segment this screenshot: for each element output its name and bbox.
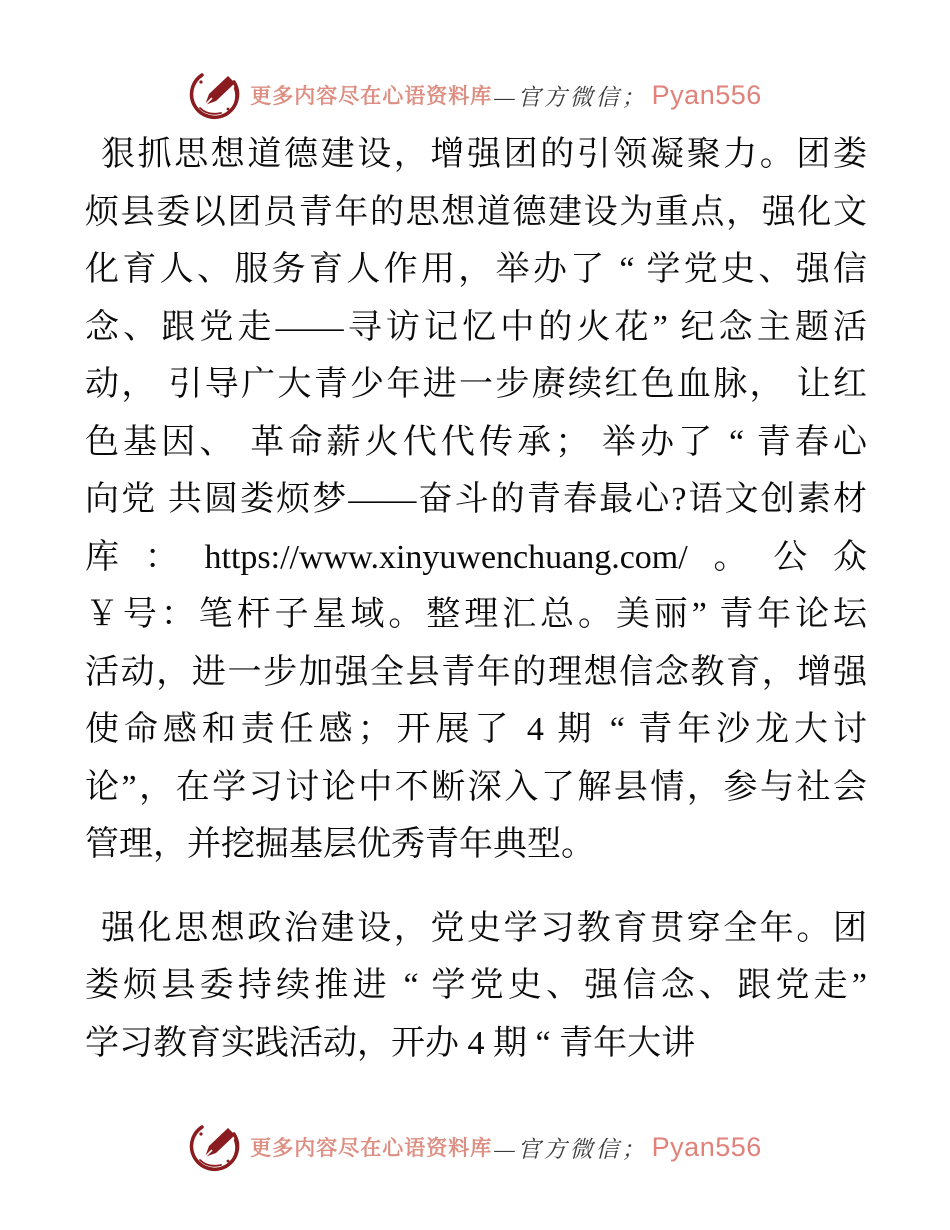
text-line: 娄烦县委持续推进 “ 学党史、强信念、跟党走” [85,967,867,1004]
text-line: 库：https://www.xinyuwenchuang.com/。公众 [85,538,867,576]
text-line: 烦县委以团员青年的思想道德建设为重点，强化文 [85,193,867,231]
brand-text: 更多内容尽在心语资料库 [250,84,493,108]
brand-text: 更多内容尽在心语资料库 [250,1136,493,1160]
paragraph-1 [85,126,867,874]
text-line: 论”，在学习讨论中不断深入了解县情，参与社会 [85,768,867,806]
wechat-id: Pyan556 [651,79,762,110]
text-line: 强化思想政治建设，党史学习教育贯穿全年。团 [101,909,867,947]
text-line: 使命感和责任感；开展了 4 期 “ 青年沙龙大讨 [85,711,867,748]
wechat-id: Pyan556 [651,1131,762,1162]
text-line: 管理，并挖掘基层优秀青年典型。 [85,826,595,863]
text-line: 向党 共圆娄烦梦——奋斗的青春最心?语文创素材 [85,481,867,518]
text-line: 狠抓思想道德建设，增强团的引领凝聚力。团娄 [101,136,867,173]
paragraph-2 [85,900,867,1073]
official-wechat-label: —官方微信； [494,1136,648,1162]
pen-swirl-logo-icon [188,1120,242,1174]
document-body [85,126,867,1098]
pen-swirl-logo-icon [188,68,242,122]
text-line: 动， 引导广大青少年进一步赓续红色血脉， 让红 [85,366,867,403]
text-line: 学习教育实践活动，开办 4 期 “ 青年大讲 [85,1024,696,1062]
text-line: 色基因、 革命薪火代代传承； 举办了 “ 青春心 [85,423,867,461]
text-line: 念、跟党走——寻访记忆中的火花” 纪念主题活 [85,308,867,346]
footer-watermark [0,1118,950,1176]
text-line: ￥号：笔杆子星域。整理汇总。美丽” 青年论坛 [85,596,867,633]
text-line: 化育人、服务育人作用，举办了 “ 学党史、强信 [85,251,867,288]
text-line: 活动，进一步加强全县青年的理想信念教育，增强 [85,653,867,691]
official-wechat-label: —官方微信； [494,84,648,110]
header-watermark [0,66,950,124]
